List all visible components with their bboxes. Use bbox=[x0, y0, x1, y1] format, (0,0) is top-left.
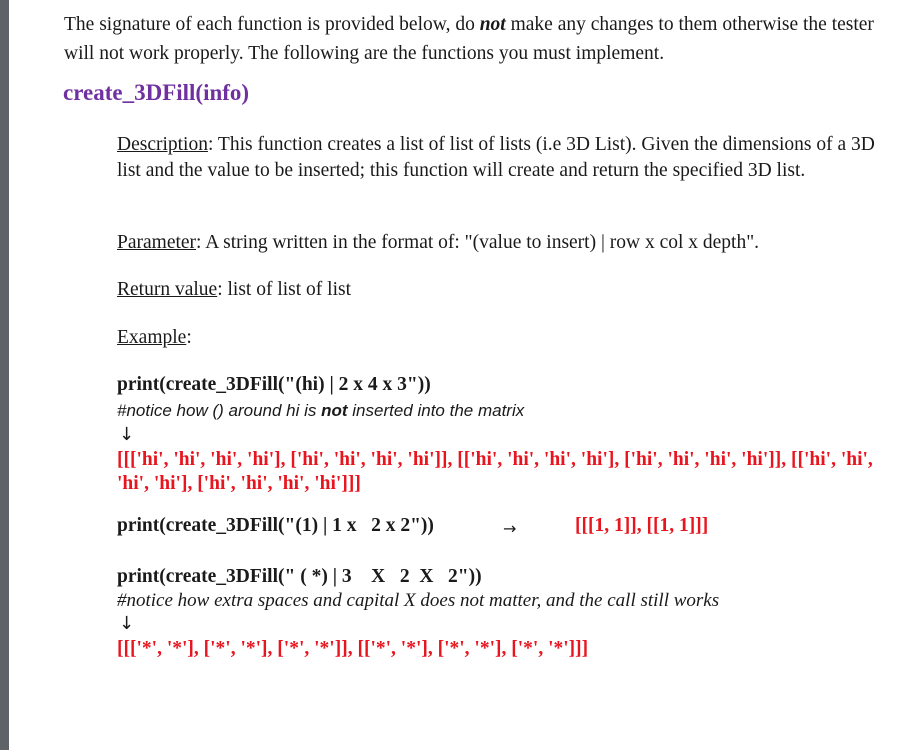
down-arrow-icon: ↓ bbox=[119, 613, 135, 634]
description-label: Description bbox=[117, 134, 208, 155]
down-arrow-icon: ↓ bbox=[119, 424, 135, 445]
right-arrow-icon: → bbox=[503, 519, 517, 538]
viewer-left-edge bbox=[0, 0, 9, 750]
example-heading bbox=[117, 325, 887, 351]
document-page bbox=[9, 0, 924, 750]
intro-text-1: The signature of each function is provided below, do bbox=[64, 14, 480, 35]
example-3-note: #notice how extra spaces and capital X does not matter, and the call still works bbox=[117, 590, 720, 611]
return-value-text: : list of list of list bbox=[217, 279, 351, 300]
example-1-result: [[['hi', 'hi', 'hi', 'hi'], ['hi', 'hi', 'hi', 'hi']], [['hi', 'hi', 'hi', 'hi'], ['hi', 'hi', 'hi', 'hi']], [['hi', 'hi', 'hi', 'hi'], ['hi', 'hi', 'hi', 'hi']]] bbox=[117, 449, 873, 494]
example-3-call: print(create_3DFill(" ( *) | 3 X 2 X 2")) bbox=[117, 566, 482, 587]
intro-emphasis: not bbox=[479, 14, 506, 35]
intro-paragraph bbox=[64, 10, 894, 68]
parameter-label: Parameter bbox=[117, 232, 197, 253]
return-value-label: Return value bbox=[117, 279, 218, 300]
example-2-call: print(create_3DFill("(1) | 1 x 2 x 2")) bbox=[117, 515, 434, 536]
example-3-result: [[['*', '*'], ['*', '*'], ['*', '*']], [['*', '*'], ['*', '*'], ['*', '*']]] bbox=[117, 638, 589, 659]
return-value-paragraph bbox=[117, 277, 887, 303]
description-paragraph bbox=[117, 132, 887, 184]
parameter-text: : A string written in the format of: "(value to insert) | row x col x depth". bbox=[196, 232, 760, 253]
example-1-note bbox=[117, 401, 524, 421]
example-2-result: [[[1, 1]], [[1, 1]]] bbox=[575, 515, 709, 536]
example-1-note-pre: #notice how () around hi is bbox=[117, 401, 322, 420]
description-text: : This function creates a list of list of lists (i.e 3D List). Given the dimensions of a 3D list and the value to be inserted; this function will create and return the specified 3D list. bbox=[117, 134, 875, 181]
parameter-paragraph bbox=[117, 230, 887, 256]
example-1-note-post: inserted into the matrix bbox=[347, 401, 525, 420]
example-label: Example bbox=[117, 327, 187, 348]
function-heading: create_3DFill(info) bbox=[63, 80, 250, 105]
example-colon: : bbox=[186, 327, 192, 348]
example-1-note-bold: not bbox=[321, 401, 348, 420]
example-1-call: print(create_3DFill("(hi) | 2 x 4 x 3")) bbox=[117, 374, 431, 395]
intro-text-2: make any changes to them otherwise the tester will not work properly. The following are the functions you must implement. bbox=[64, 14, 874, 64]
